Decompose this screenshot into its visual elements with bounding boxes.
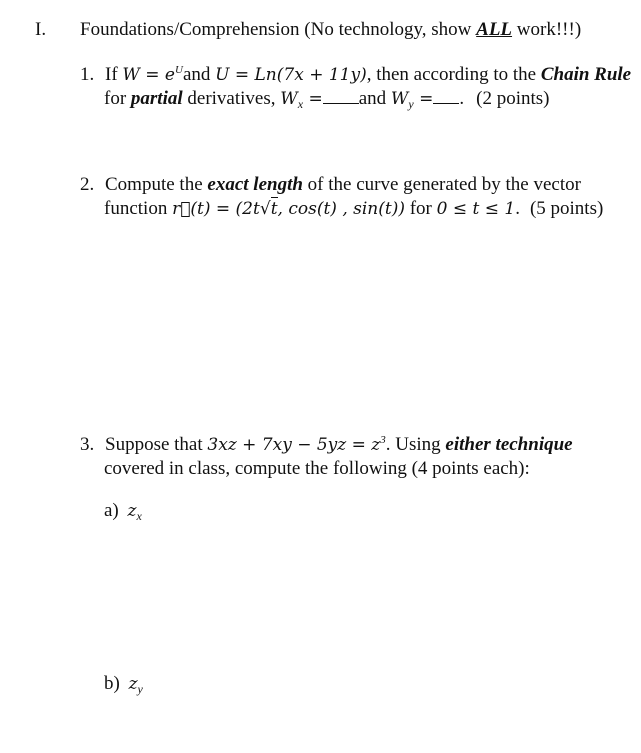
q1-text-4: for <box>104 88 131 109</box>
answer-blank-wy[interactable] <box>433 88 459 104</box>
section-title-suffix: work!!!) <box>512 19 582 40</box>
q1-emphasis-partial: partial <box>130 88 183 109</box>
question-2-line-1 <box>80 174 581 196</box>
q3-math-equation: 3xz + 7xy − 5yz = z <box>207 435 381 455</box>
q3-emphasis-either-technique: either technique <box>445 434 573 455</box>
q2-math-root-sign: √ <box>259 199 271 219</box>
q1-text-6: and <box>358 88 391 109</box>
part-b-label: b) <box>104 673 120 694</box>
q1-math-u: U = Ln(7x + 11y) <box>215 65 367 85</box>
q1-math-wx: W <box>280 89 298 109</box>
question-3-part-a <box>104 500 142 522</box>
q2-text-3: function <box>104 198 173 219</box>
q3-math-exponent: 3 <box>380 434 386 446</box>
part-a-subscript: x <box>136 509 142 523</box>
q2-text-2: of the curve generated by the vector <box>302 174 581 195</box>
question-3-line-1 <box>80 434 573 456</box>
section-title-prefix: Foundations/Comprehension (No technology, show <box>80 19 477 40</box>
question-3-part-b <box>104 673 143 695</box>
question-3-number: 3. <box>80 434 95 455</box>
q2-emphasis-exact-length: exact length <box>207 174 303 195</box>
section-number: I. <box>35 19 47 40</box>
part-a-label: a) <box>104 500 119 521</box>
question-1-number: 1. <box>80 64 95 85</box>
q1-math-w: W = e <box>122 65 175 85</box>
question-1-line-1 <box>80 64 631 86</box>
part-b-subscript: y <box>137 682 143 696</box>
question-2-line-2 <box>104 198 603 220</box>
q2-text-5: . <box>515 198 520 219</box>
section-title-emphasis: ALL <box>476 19 513 40</box>
q1-math-wy-equals: = <box>413 89 434 109</box>
part-a-variable: z <box>127 501 137 521</box>
q2-math-radicand: t <box>270 199 278 219</box>
q2-text-4: for <box>404 198 437 219</box>
q1-math-wy: W <box>390 89 409 109</box>
answer-blank-wx[interactable] <box>323 88 359 104</box>
q3-text-1: Suppose that <box>105 434 208 455</box>
q1-text-5: derivatives, <box>182 88 281 109</box>
question-3-line-2 <box>104 458 530 480</box>
q1-math-w-exponent: U <box>175 64 183 76</box>
q2-text-1: Compute the <box>105 174 208 195</box>
q1-math-wy-subscript: y <box>408 97 414 111</box>
q2-math-vector-rest: , cos(t) , sin(t)) <box>277 199 405 219</box>
q1-points: (2 points) <box>476 88 550 109</box>
q1-text-2: and <box>182 64 216 85</box>
q2-math-interval: 0 ≤ t ≤ 1 <box>436 199 516 219</box>
part-b-variable: z <box>128 674 138 694</box>
q3-text-3: covered in class, compute the following (4 points each): <box>104 458 530 479</box>
question-1-line-2 <box>104 88 549 110</box>
q1-math-wx-subscript: x <box>297 97 304 111</box>
q2-points: (5 points) <box>529 198 604 219</box>
q3-text-2: . Using <box>385 434 446 455</box>
q1-text-3: , then according to the <box>366 64 541 85</box>
q2-math-vector-function: r⃗(t) = (2t <box>172 199 260 219</box>
q1-math-wx-equals: = <box>303 89 323 109</box>
question-2-number: 2. <box>80 174 95 195</box>
q1-text-7: . <box>459 88 465 109</box>
q1-emphasis-chain-rule: Chain Rule <box>540 64 632 85</box>
section-title <box>80 19 581 41</box>
q1-text-1: If <box>105 64 123 85</box>
